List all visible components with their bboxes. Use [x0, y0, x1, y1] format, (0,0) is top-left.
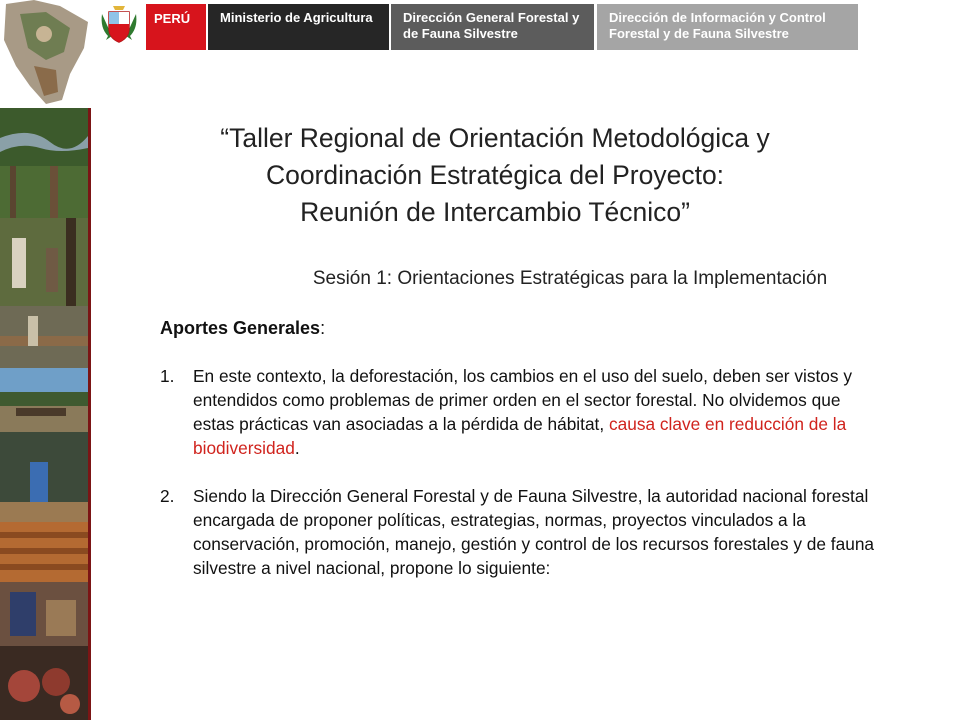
river-barge-photo	[0, 368, 88, 432]
title-line-3: Reunión de Intercambio Técnico”	[300, 197, 690, 227]
list-item-number: 2.	[160, 486, 175, 506]
points-list	[160, 364, 880, 580]
list-item-text: Siendo la Dirección General Forestal y de Fauna Silvestre, la autoridad nacional forestal encargada de proponer políticas, estrategias, normas, proyectos vinculados a la conservación, promoción, manejo, gestión y control de los recursos forestales y de fauna silvestre a nivel nacional, propone lo siguiente:	[193, 486, 875, 578]
title-line-2: Coordinación Estratégica del Proyecto:	[265, 160, 725, 190]
forest-photo	[0, 166, 88, 218]
strip-divider	[88, 108, 91, 720]
coat-of-arms-icon	[98, 4, 140, 46]
section-heading-colon: :	[320, 318, 326, 338]
workers-photo	[0, 218, 88, 306]
section-heading	[160, 318, 325, 339]
list-item-number: 1.	[160, 366, 175, 386]
header-directorate-label: Dirección General Forestal y de Fauna Silvestre	[391, 4, 594, 50]
photo-strip	[0, 108, 88, 720]
page-title	[110, 120, 880, 231]
river-photo	[0, 108, 88, 166]
peru-map-logo	[0, 0, 92, 105]
sawmill-photo	[0, 432, 88, 522]
section-heading-text: Aportes Generales	[160, 318, 321, 338]
logging-photo	[0, 306, 88, 368]
lumber-stack-photo	[0, 522, 88, 582]
header-country-label: PERÚ	[146, 4, 206, 50]
header-ministry-label: Ministerio de Agricultura	[208, 4, 389, 50]
list-item-text: En este contexto, la deforestación, los cambios en el uso del suelo, deben ser vistos y entendidos como problemas de primer orden en el sector forestal. No olvidemos que estas prácticas van asociadas a la pérdida de hábitat,	[193, 366, 852, 434]
list-item-highlight: causa clave en reducción de la biodiversidad	[193, 414, 847, 458]
list-item-end: .	[294, 438, 300, 458]
header-office-label: Dirección de Información y Control Forestal y de Fauna Silvestre	[597, 4, 858, 50]
list-item	[160, 484, 880, 580]
logs-photo	[0, 646, 88, 720]
session-subtitle: Sesión 1: Orientaciones Estratégicas para la Implementación	[312, 268, 828, 289]
timber-inspection-photo	[0, 582, 88, 646]
title-line-1: “Taller Regional de Orientación Metodológica y	[220, 123, 770, 153]
list-item	[160, 364, 880, 460]
